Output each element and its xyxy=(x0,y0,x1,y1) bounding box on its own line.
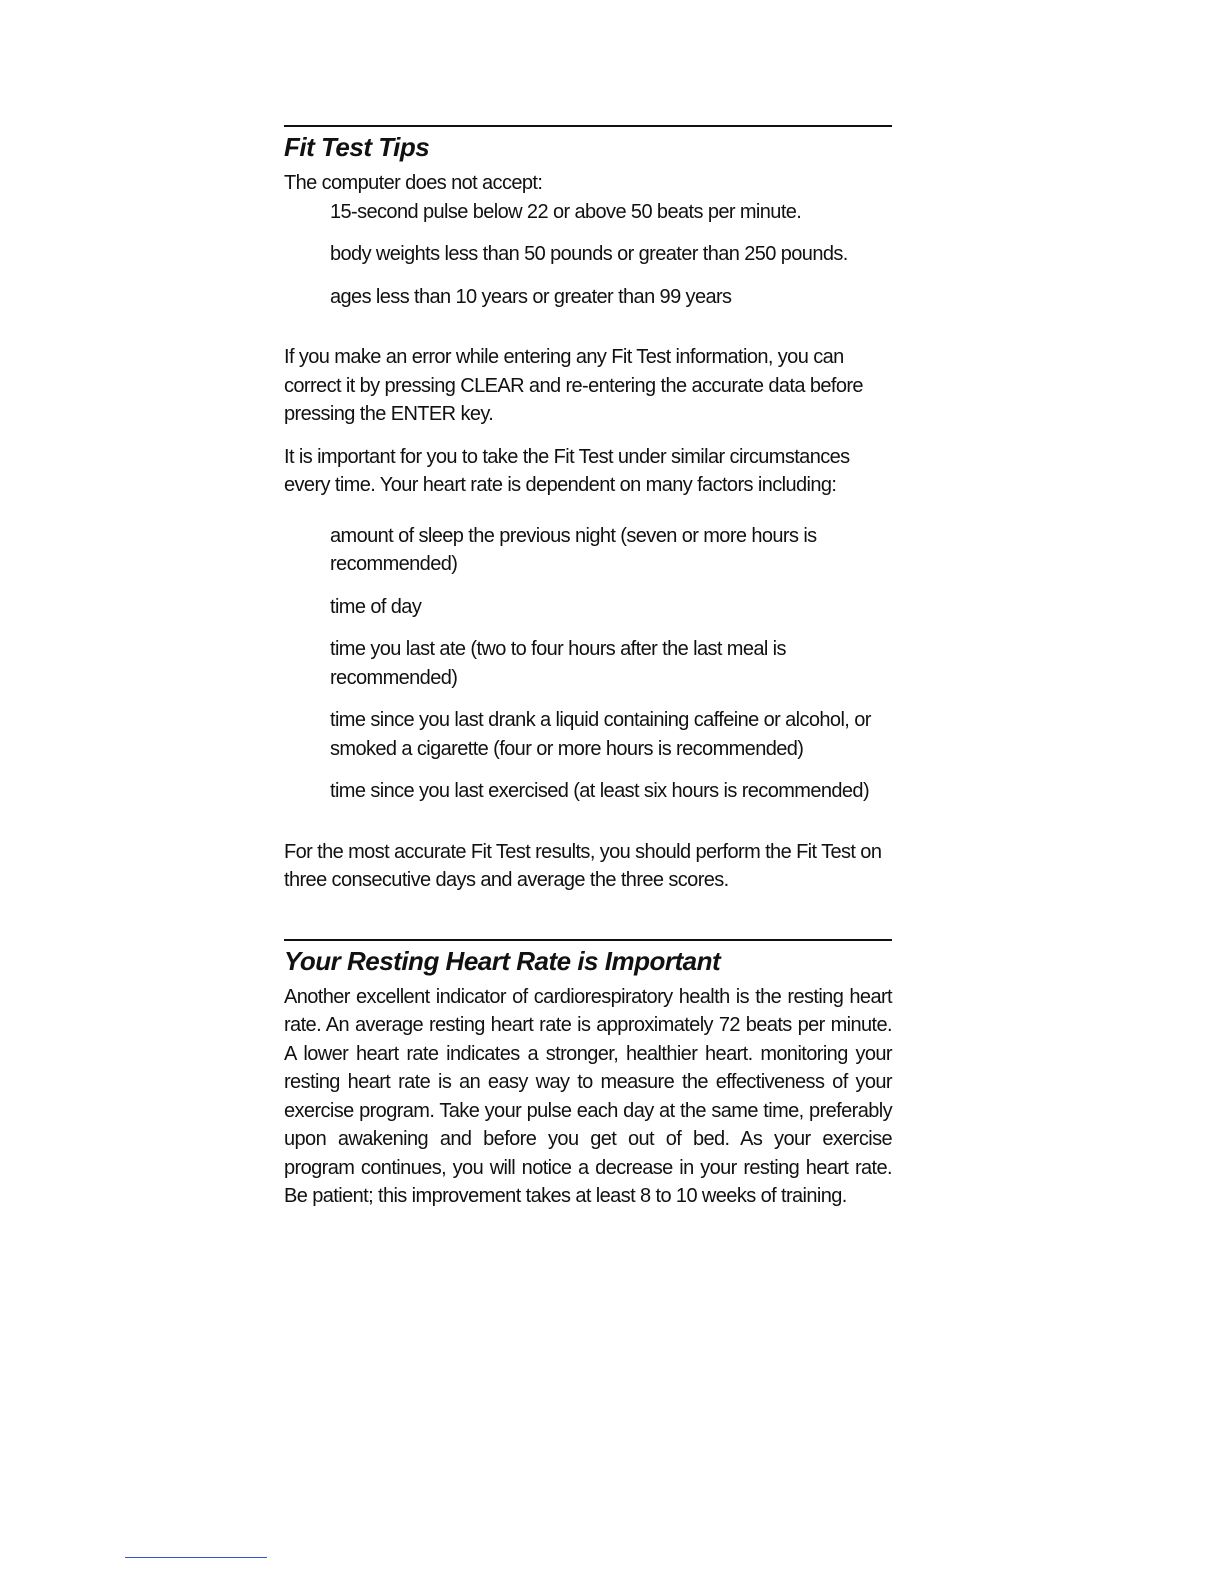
section-divider xyxy=(284,939,892,941)
list-item: 15-second pulse below 22 or above 50 beats per minute. xyxy=(330,200,802,223)
accuracy-paragraph: For the most accurate Fit Test results, you should perform the Fit Test on three consecutive days and average the three scores. xyxy=(284,840,882,891)
list-item: time of day xyxy=(330,595,422,618)
factors-list xyxy=(284,522,892,806)
footer-rule xyxy=(125,1557,267,1558)
list-item: time since you last drank a liquid containing caffeine or alcohol, or smoked a cigarette (four or more hours is recommended) xyxy=(330,709,871,760)
circumstances-paragraph: It is important for you to take the Fit Test under similar circumstances every time. Your heart rate is dependent on many factors including: xyxy=(284,445,850,496)
list-item: time you last ate (two to four hours after the last meal is recommended) xyxy=(330,638,786,689)
error-correction-paragraph: If you make an error while entering any Fit Test information, you can correct it by pressing CLEAR and re-entering the accurate data before pressing the ENTER key. xyxy=(284,346,863,425)
section-heading-fit-test-tips: Fit Test Tips xyxy=(284,132,430,162)
list-item: ages less than 10 years or greater than 99 years xyxy=(330,285,732,308)
section-divider xyxy=(284,125,892,127)
page-content xyxy=(284,125,892,1211)
list-item: body weights less than 50 pounds or greater than 250 pounds. xyxy=(330,243,848,265)
resting-heart-rate-paragraph: Another excellent indicator of cardiorespiratory health is the resting heart rate. An average resting heart rate is approximately 72 beats per minute. A lower heart rate indicates a stronger, healthier heart. monitoring your resting heart rate is an easy way to measure the effectiveness of your exercise program. Take your pulse each day at the same time, preferably upon awakening and before you get out of bed. As your exercise program continues, you will notice a decrease in your resting heart rate. Be patient; this improvement takes at least 8 to 10 weeks of training. xyxy=(284,985,892,1207)
section-heading-resting-heart-rate: Your Resting Heart Rate is Important xyxy=(284,945,721,976)
limits-list xyxy=(284,198,892,312)
limits-intro: The computer does not accept: xyxy=(284,172,543,194)
list-item: amount of sleep the previous night (seven or more hours is recommended) xyxy=(330,524,817,575)
list-item: time since you last exercised (at least six hours is recommended) xyxy=(330,780,870,802)
